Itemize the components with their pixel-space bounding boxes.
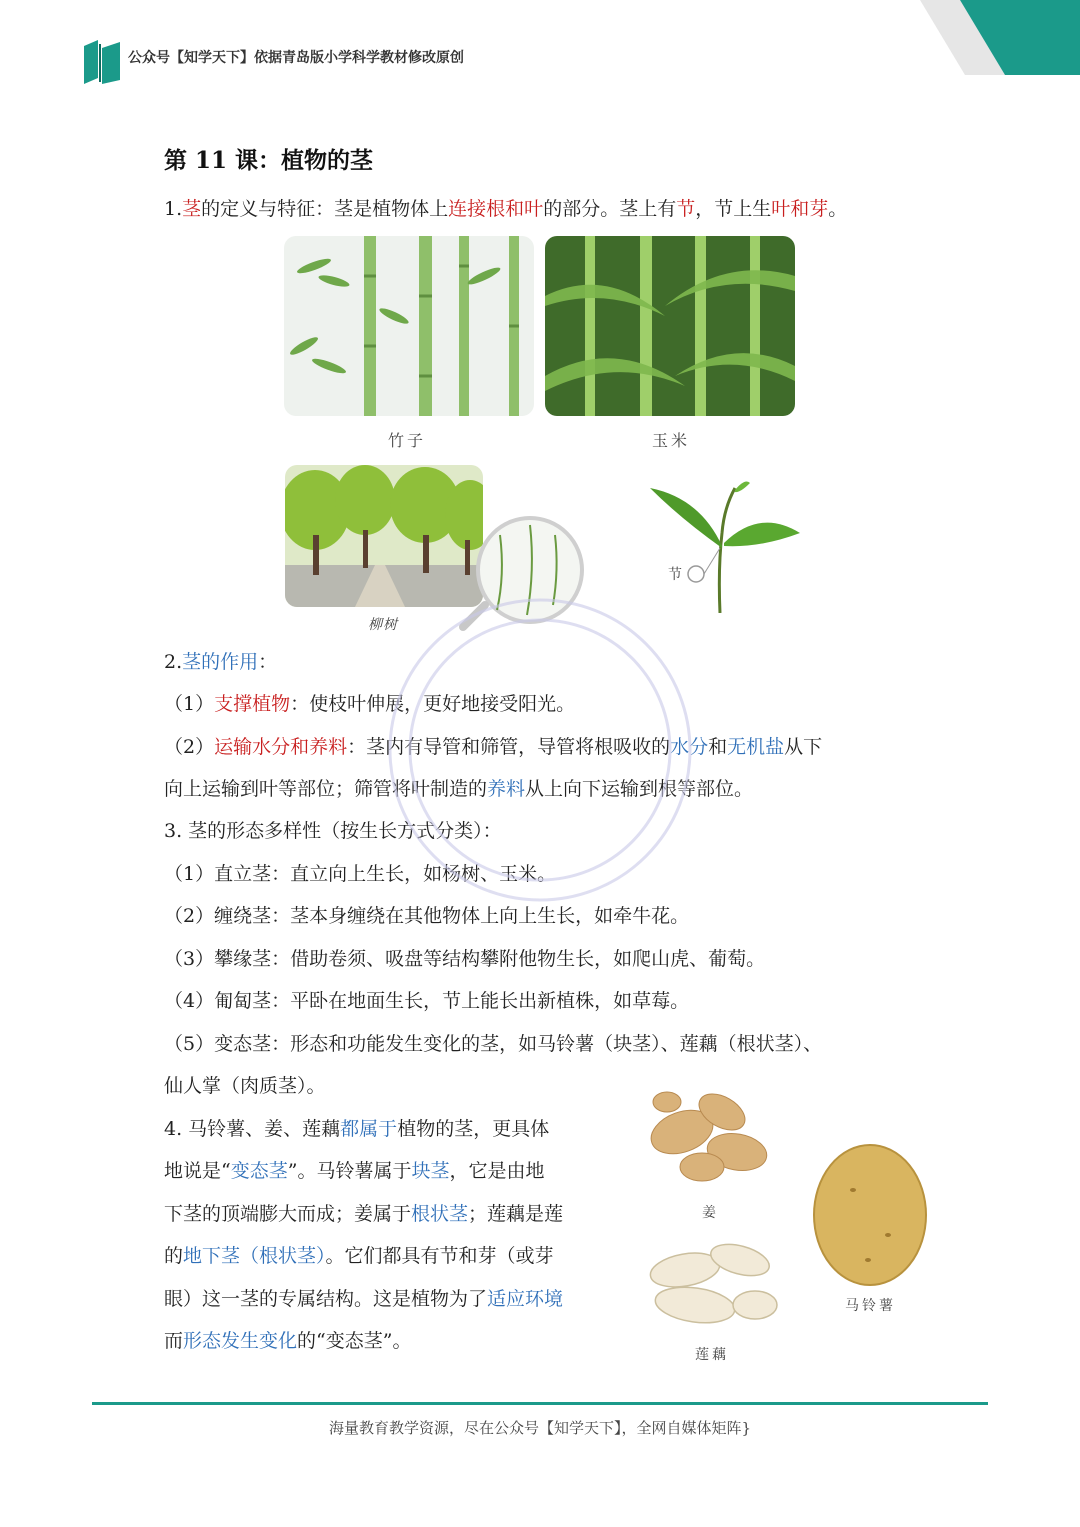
- bamboo-image: [284, 236, 534, 416]
- ginger-image: [642, 1082, 777, 1197]
- bamboo-caption: 竹子: [388, 431, 427, 450]
- lotus-root-image: [645, 1235, 780, 1335]
- section3-item: 仙人掌（肉质茎）。: [164, 1075, 326, 1097]
- willow-image: [285, 465, 483, 607]
- section3-heading: 3. 茎的形态多样性（按生长方式分类）：: [164, 820, 502, 842]
- section4-line: 眼）这一茎的专属结构。这是植物为了适应环境: [164, 1288, 564, 1310]
- section2-heading: 2.茎的作用：: [164, 651, 278, 673]
- section2-item2-cont: 向上运输到叶等部位；筛管将叶制造的养料从上向下运输到根等部位。: [164, 778, 754, 800]
- willow-caption: 柳树: [368, 617, 398, 633]
- magnifier-icon: [455, 515, 595, 635]
- stem-keyword: 茎: [182, 198, 202, 220]
- ginger-caption: 姜: [702, 1205, 719, 1221]
- footer-text: 海量教育教学资源，尽在公众号【知学天下】，全网自媒体矩阵}: [328, 1419, 752, 1437]
- potato-caption: 马铃薯: [845, 1298, 896, 1314]
- section4-line: 下茎的顶端膨大而成；姜属于根状茎；莲藕是莲: [164, 1203, 564, 1225]
- section3-item: （2）缠绕茎：茎本身缠绕在其他物体上向上生长，如牵牛花。: [164, 905, 690, 927]
- section2-item2: （2）运输水分和养料：茎内有导管和筛管，导管将根吸收的水分和无机盐从下: [164, 736, 823, 758]
- section3-item: （5）变态茎：形态和功能发生变化的茎，如马铃薯（块茎）、莲藕（根状茎）、: [164, 1033, 823, 1055]
- section4-line: 而形态发生变化的“变态茎”。: [164, 1330, 412, 1352]
- footer-rule: [92, 1402, 988, 1405]
- section3-item: （1）直立茎：直立向上生长，如杨树、玉米。: [164, 863, 557, 885]
- sprout-node-image: [650, 478, 800, 613]
- lotus-caption: 莲藕: [695, 1347, 729, 1363]
- potato-image: [808, 1140, 933, 1290]
- section3-item: （3）攀缘茎：借助卷须、吸盘等结构攀附他物生长，如爬山虎、葡萄。: [164, 948, 766, 970]
- section2-item1: （1）支撑植物：使枝叶伸展，更好地接受阳光。: [164, 693, 576, 715]
- section4-line: 地说是“变态茎”。马铃薯属于块茎，它是由地: [164, 1160, 545, 1182]
- book-logo-icon: [84, 40, 120, 84]
- page-title: 第 11 课：植物的茎: [164, 147, 374, 174]
- section3-item: （4）匍匐茎：平卧在地面生长，节上能长出新植株，如草莓。: [164, 990, 690, 1012]
- corn-caption: 玉米: [652, 431, 691, 450]
- node-label: 节: [668, 567, 682, 583]
- corner-decoration: [860, 0, 1080, 75]
- section1-line: 1.茎的定义与特征：茎是植物体上连接根和叶的部分。茎上有节，节上生叶和芽。: [164, 198, 848, 220]
- section4-line: 的地下茎（根状茎）。它们都具有节和芽（或芽: [164, 1245, 554, 1267]
- section4-line: 4. 马铃薯、姜、莲藕都属于植物的茎，更具体: [164, 1118, 550, 1140]
- header-text: 公众号【知学天下】依据青岛版小学科学教材修改原创: [128, 50, 464, 66]
- corn-image: [545, 236, 795, 416]
